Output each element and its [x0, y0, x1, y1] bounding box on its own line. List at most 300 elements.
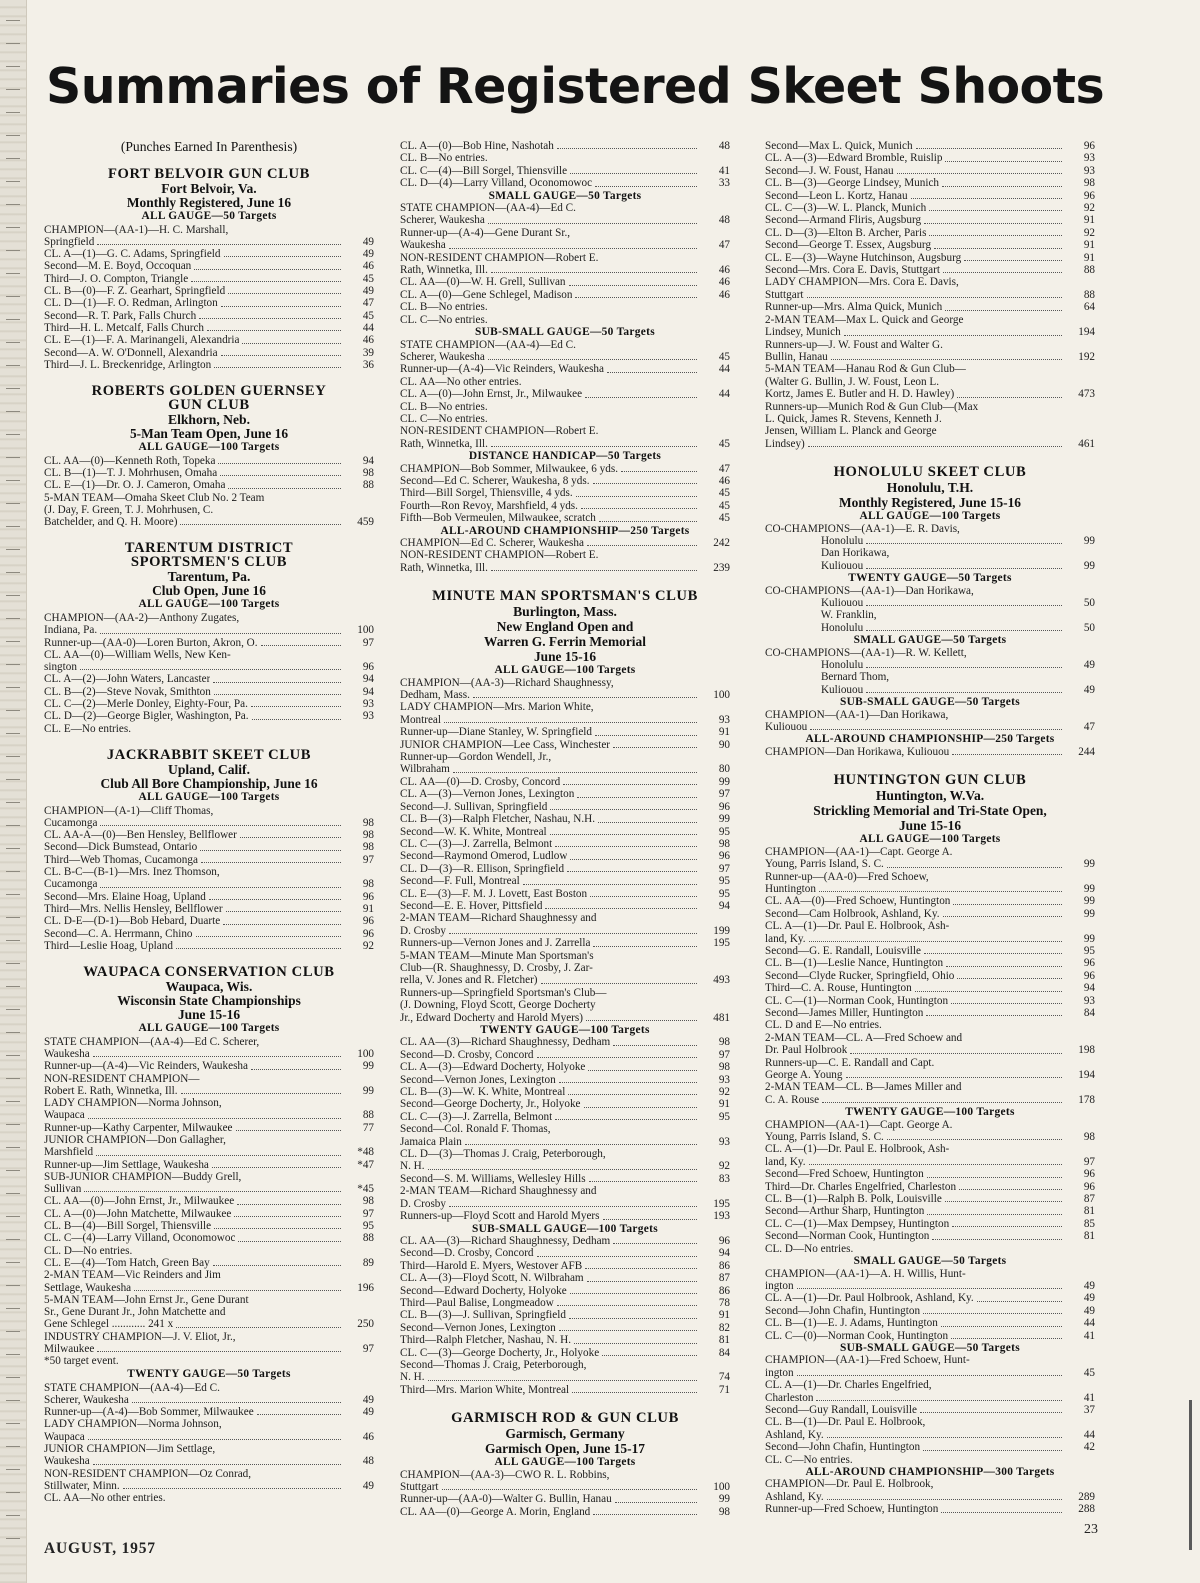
- dot-leader: [555, 1119, 697, 1120]
- score: *45: [357, 1183, 374, 1196]
- result-row: [400, 1173, 730, 1185]
- gauge-heading: TWENTY GAUGE—100 Targets: [480, 1024, 650, 1036]
- result-row: [400, 1210, 730, 1222]
- club-name: GARMISCH ROD & GUN CLUB: [451, 1410, 679, 1427]
- dot-leader: [866, 568, 1062, 569]
- dot-leader: [200, 850, 341, 851]
- score: 47: [718, 462, 730, 475]
- result-text: Rath, Winnetka, Ill.: [400, 264, 488, 277]
- result-line: Runners-up—Munich Rod & Gun Club—(Max: [765, 400, 979, 413]
- gauge-heading: ALL GAUGE—100 Targets: [138, 440, 280, 453]
- score: 92: [1083, 226, 1095, 239]
- dot-leader: [96, 1155, 341, 1156]
- result-text: CL. C—(4)—Larry Villand, Oconomowoc: [44, 1232, 236, 1245]
- result-text: Third—Dr. Charles Engelfried, Charleston: [765, 1180, 957, 1193]
- result-line: LADY CHAMPION—Mrs. Cora E. Davis,: [765, 276, 959, 289]
- dot-leader: [920, 1412, 1062, 1413]
- result-row: [400, 863, 730, 875]
- result-text: CL. A—(3)—Floyd Scott, N. Wilbraham: [400, 1272, 584, 1285]
- result-row: [44, 928, 374, 940]
- score: 198: [1078, 1044, 1095, 1057]
- dot-leader: [491, 272, 697, 273]
- score: 81: [1083, 1205, 1095, 1218]
- result-line: Runner-up—(A-4)—Gene Durant Sr.,: [400, 226, 571, 239]
- result-row: [765, 177, 1095, 189]
- binding-mark: [6, 1538, 20, 1539]
- result-row: [400, 1309, 730, 1321]
- result-row: [44, 637, 374, 649]
- result-line: CHAMPION—(AA-3)—CWO R. L. Robbins,: [400, 1468, 610, 1481]
- result-row: [400, 1012, 730, 1024]
- result-row: [400, 1160, 730, 1172]
- result-text: sington: [44, 661, 77, 674]
- dot-leader: [952, 1226, 1062, 1227]
- event-title: Wisconsin State Championships: [117, 992, 301, 1008]
- score: 98: [362, 1195, 374, 1208]
- dot-leader: [80, 669, 341, 670]
- result-text: CL. C—(3)—George Docherty, Jr., Holyoke: [400, 1346, 600, 1359]
- result-row: [44, 915, 374, 927]
- dot-leader: [132, 1402, 341, 1403]
- result-row: [44, 624, 374, 636]
- result-row: [400, 388, 730, 400]
- score: 48: [718, 140, 730, 152]
- result-text: D. Crosby: [400, 1197, 446, 1210]
- binding-mark: [6, 1101, 20, 1102]
- score: 97: [362, 1343, 374, 1356]
- result-row: [400, 500, 730, 512]
- dot-leader: [576, 496, 697, 497]
- result-line: *50 target event.: [44, 1355, 119, 1368]
- result-text: Third—H. L. Metcalf, Falls Church: [44, 321, 205, 334]
- result-row: [400, 875, 730, 887]
- score: 195: [713, 1197, 730, 1210]
- result-text: Second—Norman Cook, Huntington: [765, 1230, 930, 1243]
- result-row: [400, 763, 730, 775]
- result-line: 5-MAN TEAM—Omaha Skeet Club No. 2 Team: [44, 491, 265, 504]
- club-name: SPORTSMEN'S CLUB: [130, 554, 288, 571]
- result-row: [765, 622, 1095, 634]
- result-row: [44, 248, 374, 260]
- result-text: Second—Arthur Sharp, Huntington: [765, 1205, 925, 1218]
- result-line: 2-MAN TEAM—Richard Shaughnessy and: [400, 912, 597, 925]
- result-row: [44, 1060, 374, 1072]
- result-line: (J. Downing, Floyd Scott, George Docherty: [400, 999, 596, 1012]
- result-row: [400, 1493, 730, 1505]
- dot-leader: [809, 941, 1062, 942]
- result-row: [765, 1392, 1095, 1404]
- result-text: CHAMPION—Bob Sommer, Milwaukee, 6 yds.: [400, 462, 619, 475]
- event-title: Strickling Memorial and Tri-State Open,: [813, 803, 1047, 819]
- binding-mark: [6, 388, 20, 389]
- dot-leader: [97, 244, 341, 245]
- dot-leader: [613, 747, 697, 748]
- result-text: N. H.: [400, 1160, 425, 1173]
- score: 99: [362, 1060, 374, 1073]
- score: 239: [713, 561, 730, 574]
- result-text: CL. D—(3)—R. Ellison, Springfield: [400, 862, 565, 875]
- dot-leader: [570, 859, 697, 860]
- result-text: Honolulu: [765, 621, 864, 634]
- result-row: [765, 1292, 1095, 1304]
- result-row: [400, 562, 730, 574]
- result-text: Dedham, Mass.: [400, 689, 470, 702]
- dot-leader: [613, 1243, 697, 1244]
- result-text: CL. C—(3)—J. Zarrella, Belmont: [400, 1110, 553, 1123]
- result-text: Second—Edward Docherty, Holyoke: [400, 1284, 567, 1297]
- result-row: [765, 1491, 1095, 1503]
- club-location: Garmisch, Germany: [505, 1426, 625, 1442]
- score: 493: [713, 974, 730, 987]
- result-text: CL. C—(2)—Merle Donley, Eighty-Four, Pa.: [44, 698, 248, 711]
- result-row: [765, 1429, 1095, 1441]
- result-text: CL. AA-A—(0)—Ben Hensley, Bellflower: [44, 829, 237, 842]
- result-row: [765, 945, 1095, 957]
- result-text: Runners-up—Vernon Jones and J. Zarrella: [400, 937, 591, 950]
- score: 96: [1083, 969, 1095, 982]
- result-text: Milwaukee: [44, 1343, 95, 1356]
- gauge-heading: ALL GAUGE—100 Targets: [494, 1456, 636, 1469]
- dot-leader: [593, 946, 697, 947]
- result-line: Runner-up—(AA-0)—Fred Schoew,: [765, 870, 929, 883]
- score: 192: [1078, 350, 1095, 363]
- result-row: [44, 310, 374, 322]
- result-row: [44, 829, 374, 841]
- score: 74: [718, 1371, 730, 1384]
- result-text: Second—A. W. O'Donnell, Alexandria: [44, 346, 218, 359]
- result-row: [44, 841, 374, 853]
- binding-mark: [6, 503, 20, 504]
- result-row: [400, 363, 730, 375]
- score: 96: [362, 915, 374, 928]
- dot-leader: [240, 837, 341, 838]
- result-text: CL. E—(4)—Tom Hatch, Green Bay: [44, 1256, 210, 1269]
- score: 47: [1083, 721, 1095, 734]
- result-row: [765, 746, 1095, 758]
- result-row: [765, 252, 1095, 264]
- binding-mark: [6, 963, 20, 964]
- dot-leader: [924, 223, 1062, 224]
- dot-leader: [572, 1392, 697, 1393]
- dot-leader: [964, 260, 1062, 261]
- event-title: Monthly Registered, June 16: [126, 194, 292, 210]
- score: 100: [357, 624, 374, 637]
- dot-leader: [196, 936, 341, 937]
- dot-leader: [213, 1265, 341, 1266]
- dot-leader: [537, 1256, 697, 1257]
- result-text: Second—Mrs. Cora E. Davis, Stuttgart: [765, 264, 940, 277]
- binding-mark: [6, 894, 20, 895]
- score: 42: [1083, 1441, 1095, 1454]
- score: 78: [718, 1296, 730, 1309]
- score: 97: [362, 853, 374, 866]
- binding-mark: [6, 710, 20, 711]
- dot-leader: [827, 1437, 1062, 1438]
- dot-leader: [465, 1144, 697, 1145]
- score: 98: [1083, 177, 1095, 190]
- result-text: CL. A—(2)—John Waters, Lancaster: [44, 673, 211, 686]
- dot-leader: [808, 446, 1062, 447]
- result-row: [765, 239, 1095, 251]
- dot-leader: [887, 867, 1062, 868]
- result-line: Dan Horikawa,: [765, 547, 890, 560]
- binding-mark: [6, 181, 20, 182]
- dot-leader: [887, 1139, 1062, 1140]
- score: 49: [362, 1393, 374, 1406]
- dot-leader: [449, 248, 697, 249]
- score: 95: [718, 887, 730, 900]
- result-line: CL. D and E—No entries.: [765, 1019, 882, 1032]
- score: 49: [1083, 659, 1095, 672]
- club-name: JACKRABBIT SKEET CLUB: [106, 746, 312, 763]
- result-row: [765, 1181, 1095, 1193]
- score: 288: [1078, 1503, 1095, 1516]
- score: 98: [718, 1061, 730, 1074]
- result-line: NON-RESIDENT CHAMPION—Robert E.: [400, 549, 599, 562]
- dot-leader: [977, 1301, 1062, 1302]
- result-line: STATE CHAMPION—(AA-4)—Ed C.: [44, 1381, 220, 1394]
- dot-leader: [212, 1167, 341, 1168]
- result-line: CHAMPION—Dr. Paul E. Holbrook,: [765, 1478, 934, 1491]
- gauge-heading: ALL GAUGE—100 Targets: [138, 598, 280, 611]
- score: 88: [362, 479, 374, 492]
- dot-leader: [831, 359, 1062, 360]
- column-note: (Punches Earned In Parenthesis): [120, 139, 298, 154]
- result-row: [44, 322, 374, 334]
- result-text: Lindsey, Munich: [765, 326, 841, 339]
- result-row: [765, 933, 1095, 945]
- club-name: FORT BELVOIR GUN CLUB: [108, 165, 310, 182]
- result-text: Second—John Chafin, Huntington: [765, 1441, 921, 1454]
- result-text: CL. A—(0)—John Matchette, Milwaukee: [44, 1207, 232, 1220]
- score: 44: [718, 388, 730, 401]
- result-line: LADY CHAMPION—Mrs. Marion White,: [400, 701, 594, 714]
- score: 49: [362, 1479, 374, 1492]
- result-text: Jamaica Plain: [400, 1135, 462, 1148]
- dot-leader: [228, 488, 341, 489]
- result-line: INDUSTRY CHAMPION—J. V. Eliot, Jr.,: [44, 1330, 236, 1343]
- result-row: [400, 838, 730, 850]
- binding-mark: [6, 1193, 20, 1194]
- dot-leader: [827, 1499, 1062, 1500]
- score: 98: [362, 841, 374, 854]
- binding-mark: [6, 526, 20, 527]
- result-text: Third—Harold E. Myers, Westover AFB: [400, 1259, 583, 1272]
- result-text: Jr., Edward Docherty and Harold Myers): [400, 1011, 583, 1024]
- result-text: Settlage, Waukesha: [44, 1281, 132, 1294]
- binding-mark: [6, 1423, 20, 1424]
- result-text: ington: [765, 1279, 794, 1292]
- score: 80: [718, 763, 730, 776]
- score: 93: [1083, 164, 1095, 177]
- result-row: [44, 1048, 374, 1060]
- dot-leader: [797, 1288, 1062, 1289]
- result-line: CL. C—No entries.: [400, 313, 488, 326]
- dot-leader: [593, 483, 697, 484]
- result-line: LADY CHAMPION—Norma Johnson,: [44, 1097, 222, 1110]
- result-text: CHAMPION—Dan Horikawa, Kuliouou: [765, 745, 950, 758]
- result-row: [400, 813, 730, 825]
- result-text: Second—Clyde Rucker, Springfield, Ohio: [765, 969, 955, 982]
- result-row: [44, 1318, 374, 1330]
- club-location: Burlington, Mass.: [513, 604, 617, 620]
- result-text: Third—J. O. Compton, Triangle: [44, 272, 189, 285]
- result-text: CL. AA—(0)—John Ernst, Jr., Milwaukee: [44, 1195, 235, 1208]
- result-text: CL. D-E—(D-1)—Bob Hebard, Duarte: [44, 915, 221, 928]
- score: 49: [1083, 1279, 1095, 1292]
- result-text: Second—Vernon Jones, Lexington: [400, 1321, 556, 1334]
- result-row: [400, 788, 730, 800]
- score: 91: [1083, 214, 1095, 227]
- score: 96: [718, 1234, 730, 1247]
- result-row: [44, 1431, 374, 1443]
- binding-mark: [6, 917, 20, 918]
- result-text: Second—J. W. Foust, Hanau: [765, 164, 894, 177]
- score: 45: [718, 487, 730, 500]
- result-text: Cucamonga: [44, 816, 98, 829]
- result-row: [765, 351, 1095, 363]
- result-line: CL. A—(1)—Dr. Paul E. Holbrook, Ash-: [765, 1143, 950, 1156]
- dot-leader: [587, 545, 697, 546]
- gauge-heading: TWENTY GAUGE—50 Targets: [127, 1367, 291, 1380]
- score: 94: [362, 454, 374, 467]
- dot-leader: [555, 846, 697, 847]
- result-row: [400, 937, 730, 949]
- gauge-heading: ALL-AROUND CHAMPIONSHIP—250 Targets: [805, 733, 1055, 746]
- result-text: land, Ky.: [765, 932, 806, 945]
- binding-mark: [6, 342, 20, 343]
- dot-leader: [567, 871, 697, 872]
- gauge-heading: SMALL GAUGE—50 Targets: [488, 189, 642, 202]
- gauge-heading: ALL GAUGE—100 Targets: [138, 790, 280, 803]
- result-text: Runner-up—Diane Stanley, W. Springfield: [400, 726, 593, 739]
- result-text: CL. B—(1)—Ralph B. Polk, Louisville: [765, 1193, 942, 1206]
- result-line: CO-CHAMPIONS—(AA-1)—E. R. Davis,: [765, 522, 960, 535]
- dot-leader: [951, 1338, 1062, 1339]
- result-text: Runner-up—(A-4)—Vic Reinders, Waukesha: [400, 363, 604, 376]
- result-row: [400, 1074, 730, 1086]
- binding-mark: [6, 664, 20, 665]
- score: 100: [357, 1047, 374, 1060]
- score: 49: [362, 1406, 374, 1419]
- result-text: Third—Mrs. Nellis Hensley, Bellflower: [44, 902, 223, 915]
- event-title: June 15-16: [533, 649, 597, 665]
- result-text: Cucamonga: [44, 878, 98, 891]
- dot-leader: [929, 210, 1062, 211]
- score: 50: [1083, 597, 1095, 609]
- result-row: [44, 1394, 374, 1406]
- score: 100: [713, 689, 730, 702]
- score: 64: [1083, 301, 1095, 314]
- result-row: [765, 684, 1095, 696]
- binding-mark: [6, 158, 20, 159]
- result-row: [400, 487, 730, 499]
- score: 45: [718, 512, 730, 525]
- result-row: [400, 739, 730, 751]
- result-row: [400, 475, 730, 487]
- score: 88: [1083, 264, 1095, 277]
- score: 96: [1083, 1168, 1095, 1181]
- result-text: CL. AA—(0)—W. H. Grell, Sullivan: [400, 276, 566, 289]
- result-line: CL. B—No entries.: [400, 152, 488, 165]
- score: 46: [362, 1430, 374, 1443]
- result-row: [765, 1404, 1095, 1416]
- event-title: Warren G. Ferrin Memorial: [484, 634, 646, 650]
- dot-leader: [846, 1077, 1063, 1078]
- page-binding-edge: [0, 0, 27, 1583]
- result-text: ington: [765, 1366, 794, 1379]
- score: 244: [1078, 745, 1095, 758]
- result-line: Runners-up—C. E. Randall and Capt.: [765, 1056, 935, 1069]
- score: 49: [362, 285, 374, 298]
- dot-leader: [257, 1414, 341, 1415]
- result-text: JUNIOR CHAMPION—Lee Cass, Winchester: [400, 738, 611, 751]
- score: 93: [1083, 152, 1095, 165]
- score: 84: [1083, 1006, 1095, 1019]
- result-row: [765, 1131, 1095, 1143]
- result-row: [400, 264, 730, 276]
- score: 289: [1078, 1490, 1095, 1503]
- result-text: CL. A—(3)—Edward Bromble, Ruislip: [765, 152, 943, 165]
- result-text: CL. E—(3)—F. M. J. Lovett, East Boston: [400, 887, 588, 900]
- result-line: (Walter G. Bullin, J. W. Foust, Leon L.: [765, 375, 940, 388]
- result-row: [765, 1205, 1095, 1217]
- dot-leader: [218, 463, 341, 464]
- result-text: Second—C. A. Herrmann, Chino: [44, 927, 193, 940]
- result-line: CHAMPION—(AA-1)—Fred Schoew, Hunt-: [765, 1354, 970, 1367]
- dot-leader: [550, 834, 697, 835]
- score: 49: [362, 235, 374, 248]
- result-text: Second—D. Crosby, Concord: [400, 1247, 534, 1260]
- dot-leader: [957, 397, 1062, 398]
- result-line: Second—Col. Ronald F. Thomas,: [400, 1123, 551, 1136]
- dot-leader: [123, 1488, 341, 1489]
- dot-leader: [866, 630, 1062, 631]
- score: *47: [357, 1158, 374, 1171]
- result-row: [400, 1334, 730, 1346]
- score: 99: [1083, 907, 1095, 920]
- result-text: CL. B—(2)—Steve Novak, Smithton: [44, 685, 211, 698]
- result-row: [44, 940, 374, 952]
- binding-mark: [6, 756, 20, 757]
- result-row: [44, 455, 374, 467]
- binding-mark: [6, 595, 20, 596]
- result-text: Honolulu: [765, 659, 864, 672]
- score: 94: [718, 1247, 730, 1260]
- dot-leader: [602, 1355, 697, 1356]
- result-row: [44, 1282, 374, 1294]
- result-text: CL. AA—(3)—Richard Shaughnessy, Dedham: [400, 1036, 611, 1049]
- result-text: CL. D—(1)—F. O. Redman, Arlington: [44, 297, 218, 310]
- result-row: [44, 273, 374, 285]
- dot-leader: [615, 1502, 697, 1503]
- result-line: 5-MAN TEAM—Hanau Rod & Gun Club—: [765, 363, 966, 376]
- result-row: [765, 227, 1095, 239]
- score: 95: [718, 825, 730, 838]
- result-row: [765, 560, 1095, 572]
- dot-leader: [220, 475, 341, 476]
- result-row: [44, 698, 374, 710]
- result-text: Second—Armand Fliris, Augsburg: [765, 214, 922, 227]
- dot-leader: [943, 916, 1062, 917]
- margin-rule: [1189, 1400, 1192, 1550]
- gauge-heading: TWENTY GAUGE—100 Targets: [845, 1106, 1015, 1119]
- score: 97: [362, 636, 374, 649]
- result-text: Stuttgart: [400, 1481, 439, 1493]
- result-row: [765, 1218, 1095, 1230]
- result-row: [44, 1343, 374, 1355]
- result-text: CL. B—(4)—Bill Sorgel, Thiensville: [44, 1220, 212, 1233]
